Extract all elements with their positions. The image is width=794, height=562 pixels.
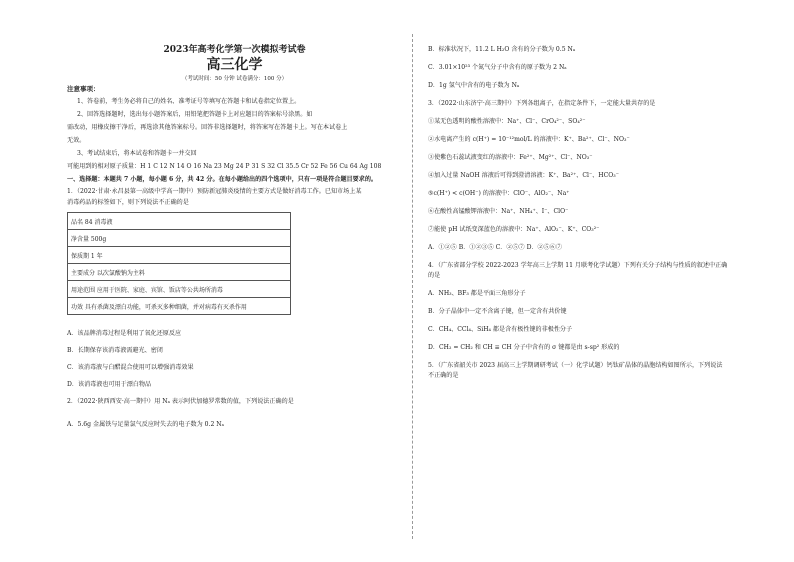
q1-stem: 1．（2022·甘肃·永昌县第一高级中学高一期中）预防新冠肺炎疫情的主要方式是做好消毒工作。已知市场上某	[67, 188, 362, 195]
right-column	[428, 38, 763, 380]
q4-option-b: B．分子晶体中一定不含离子键，但一定含有共价键	[428, 308, 567, 315]
table-row	[68, 213, 291, 230]
q2-stem: 2．（2022·陕西西安·高一期中）用 Nₐ 表示阿伏加德罗常数的值，下列说法正确的是	[67, 398, 294, 405]
q1-stem: 消毒药品的标签如下，则下列说法不正确的是	[67, 199, 189, 206]
q5-stem: 不正确的是	[428, 372, 459, 379]
table-cell: 功效 具有杀菌及漂白功能，可杀灭多种细菌，并对病毒有灭杀作用	[68, 298, 291, 315]
exam-title: 2023年高考化学第一次模拟考试卷	[163, 45, 306, 55]
note-item: 需改动，用橡皮擦干净后，再选涂其他答案标号。回答非选择题时，将答案写在答题卡上。写在本试卷上	[67, 124, 348, 131]
q3-item: ②水电离产生的 c(H⁺) = 10⁻¹²mol/L 的溶液中：K⁺、Ba²⁺、Cl⁻、NO₃⁻	[428, 136, 630, 143]
note-item: 无效。	[67, 137, 86, 144]
note-item: 2、回答选择题时，选出每小题答案后，用铅笔把答题卡上对应题目的答案标号涂黑。如	[77, 111, 313, 118]
table-row	[68, 298, 291, 315]
q3-item: ④加入过量 NaOH 溶液后可得到澄清溶液：K⁺、Ba²⁺、Cl⁻、HCO₃⁻	[428, 172, 619, 179]
table-row	[68, 281, 291, 298]
q3-item: ⑥在酸性高锰酸钾溶液中：Na⁺、NH₄⁺、I⁻、ClO⁻	[428, 208, 569, 215]
table-cell: 保质期 1 年	[68, 247, 291, 264]
table-cell: 净含量 500g	[68, 230, 291, 247]
q3-answers: A．①②⑤ B．①②③⑤ C．②⑤⑦ D．②⑤⑥⑦	[428, 244, 562, 251]
q2-option-a: A．5.6g 金属铁与足量氯气反应时失去的电子数为 0.2 Nₐ	[67, 421, 224, 428]
table-cell: 主要成分 以次氯酸钠为主料	[68, 264, 291, 281]
table-cell: 用途范围 应用于医院、家庭、宾馆、饭店等公共场所消毒	[68, 281, 291, 298]
q4-stem: 4．（广东省部分学校 2022-2023 学年高三上学期 11 月联考化学试题）下列有关分子结构与性质的叙述中正确	[428, 262, 728, 269]
q4-option-d: D．CH₂ = CH₂ 和 CH ≡ CH 分子中含有的 σ 键都是由 s-sp² 形成的	[428, 344, 620, 351]
atomic-masses: 可能用到的相对原子质量：H 1 C 12 N 14 O 16 Na 23 Mg 24 P 31 S 32 Cl 35.5 Cr 52 Fe 56 Cu 64 Ag 108	[67, 163, 382, 170]
table-row	[68, 230, 291, 247]
table-cell: 品名 84 消毒液	[68, 213, 291, 230]
exam-meta: （考试时间：50 分钟 试卷满分：100 分）	[181, 76, 288, 82]
q4-option-a: A．NH₃、BF₃ 都是平面三角形分子	[428, 290, 526, 297]
column-divider	[412, 34, 413, 539]
q2-option-b: B．标准状况下，11.2 L H₂O 含有的分子数为 0.5 Nₐ	[428, 46, 576, 53]
table-row	[68, 247, 291, 264]
q5-stem: 5．（广东省韶关市 2023 届高三上学期调研考试（一）化学试题）钙钛矿晶体的晶胞结构如图所示，下列说法	[428, 362, 723, 369]
q2-option-c: C．3.01×10²³ 个氮气分子中含有的原子数为 2 Nₐ	[428, 64, 567, 71]
q1-option-d: D．该消毒液也可用于漂白物品	[67, 381, 152, 388]
subject-title: 高三化学	[206, 57, 263, 73]
q2-option-d: D．1g 氢气中含有的电子数为 Nₐ	[428, 82, 520, 89]
q3-stem: 3．（2022·山东济宁·高三期中）下列各组离子，在指定条件下，一定能大量共存的是	[428, 100, 656, 107]
q1-option-c: C．该消毒液与白醋混合使用可以增强消毒效果	[67, 364, 194, 371]
q4-option-c: C．CH₄、CCl₄、SiH₄ 都是含有极性键的非极性分子	[428, 326, 573, 333]
q1-option-b: B．长期保存该消毒液需避光、密闭	[67, 347, 163, 354]
note-item: 1、答卷前，考生务必将自己的姓名、准考证号等填写在答题卡和试卷指定位置上。	[77, 98, 301, 105]
left-column	[67, 38, 402, 433]
q1-option-a: A．该品牌消毒过程是利用了氧化还原反应	[67, 330, 182, 337]
q3-item: ⑤c(H⁺) < c(OH⁻) 的溶液中：ClO⁻、AlO₂⁻、Na⁺	[428, 190, 570, 197]
q4-stem: 的是	[428, 272, 441, 279]
q3-item: ⑦能使 pH 试纸变深蓝色的溶液中：Na⁺、AlO₂⁻、K⁺、CO₃²⁻	[428, 226, 600, 233]
note-item: 3、考试结束后，将本试卷和答题卡一并交回	[77, 150, 197, 157]
q3-item: ③使紫色石蕊试液变红的溶液中：Fe²⁺、Mg²⁺、Cl⁻、NO₃⁻	[428, 154, 593, 161]
section-one-heading: 一、选择题：本题共 7 小题，每小题 6 分，共 42 分。在每小题给出的四个选项中，只有一项是符合题目要求的。	[67, 176, 378, 183]
product-label-table	[67, 212, 291, 315]
table-row	[68, 264, 291, 281]
notes-heading: 注意事项：	[67, 85, 100, 93]
q3-item: ①某无色透明的酸性溶液中：Na⁺、Cl⁻、CrO₄²⁻、SO₄²⁻	[428, 118, 586, 125]
